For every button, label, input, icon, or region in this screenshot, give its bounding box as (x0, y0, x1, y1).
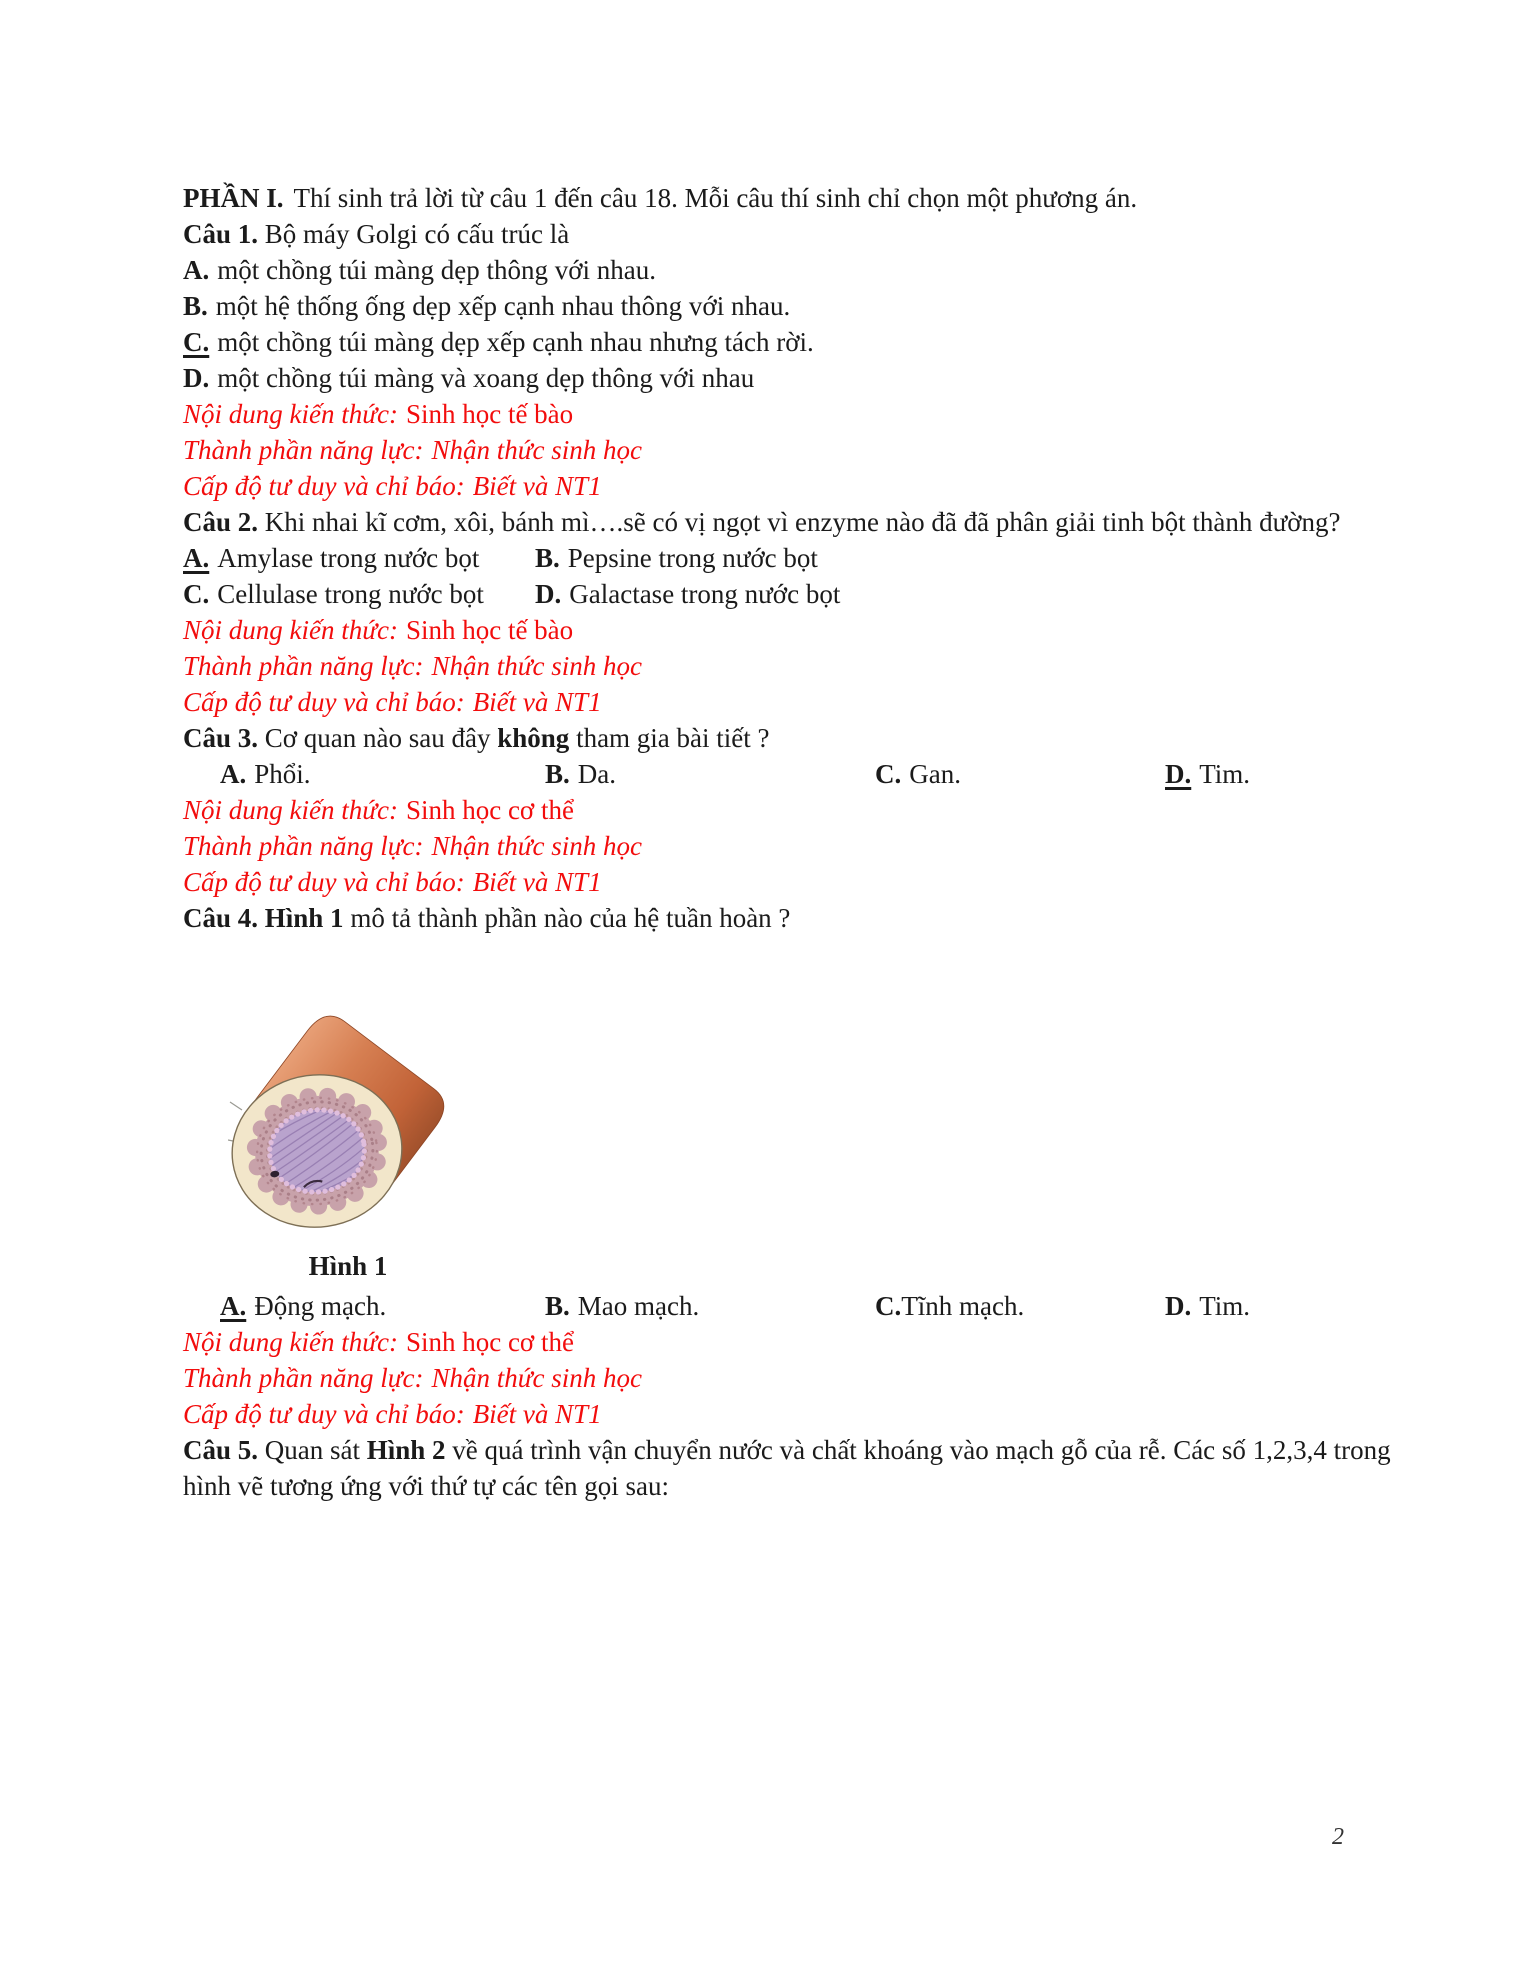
meta-label: Thành phần năng lực: (183, 435, 424, 465)
option-letter: D. (535, 579, 562, 609)
question-4-option-c (875, 1288, 1165, 1324)
meta-value: Biết và NT1 (472, 867, 602, 897)
option-text: một chồng túi màng dẹp xếp cạnh nhau nhưng tách rời. (217, 327, 814, 357)
question-1-option-d (183, 360, 1398, 396)
page-content (183, 180, 1398, 1504)
question-4-label: Câu 4. (183, 903, 259, 933)
artery-cross-section-image (228, 994, 458, 1234)
question-3-emphasis: không (497, 723, 570, 753)
meta-value: Nhận thức sinh học (431, 831, 642, 861)
question-2-meta-knowledge (183, 612, 1398, 648)
option-text: Da. (577, 759, 616, 789)
option-letter: D. (183, 363, 210, 393)
question-2-option-b (535, 543, 818, 573)
meta-label: Thành phần năng lực: (183, 651, 424, 681)
option-text: Pepsine trong nước bọt (567, 543, 818, 573)
question-3-option-a (220, 756, 545, 792)
option-letter: D. (1165, 1291, 1192, 1321)
question-5-text: về quá trình vận chuyển nước và chất khoáng vào mạch gỗ của rễ. Các số 1,2,3,4 trong hình vẽ tương ứng với thứ tự các tên gọi sau: (183, 1435, 1391, 1501)
meta-label: Cấp độ tư duy và chỉ báo: (183, 867, 465, 897)
question-4-option-b (545, 1288, 875, 1324)
option-text: Tĩnh mạch. (901, 1291, 1025, 1321)
question-4-meta-level (183, 1396, 1398, 1432)
question-4-meta-knowledge (183, 1324, 1398, 1360)
part-header (183, 180, 1398, 216)
question-4-option-a (220, 1288, 545, 1324)
option-text: một chồng túi màng và xoang dẹp thông với nhau (217, 363, 755, 393)
question-1-meta-knowledge (183, 396, 1398, 432)
question-3-option-b (545, 756, 875, 792)
meta-label: Nội dung kiến thức: (183, 795, 398, 825)
question-1-option-b (183, 288, 1398, 324)
page-number: 2 (1332, 1824, 1344, 1850)
question-1-text: Bộ máy Golgi có cấu trúc là (264, 219, 570, 249)
question-2-option-c (183, 576, 535, 612)
meta-label: Nội dung kiến thức: (183, 1327, 398, 1357)
question-2-label: Câu 2. (183, 507, 259, 537)
question-4-meta-competency (183, 1360, 1398, 1396)
question-2-option-d (535, 579, 840, 609)
question-2-options-row-1 (183, 540, 1398, 576)
meta-value: Sinh học cơ thể (405, 1327, 574, 1357)
option-text: Tim. (1199, 759, 1251, 789)
meta-label: Nội dung kiến thức: (183, 615, 398, 645)
option-text: Galactase trong nước bọt (569, 579, 841, 609)
option-letter-underlined: A. (220, 1291, 247, 1321)
meta-value: Biết và NT1 (472, 471, 602, 501)
option-text: Amylase trong nước bọt (217, 543, 480, 573)
meta-value: Sinh học tế bào (405, 399, 574, 429)
question-3-text: Cơ quan nào sau đây (264, 723, 491, 753)
meta-label: Thành phần năng lực: (183, 831, 424, 861)
question-4-text: mô tả thành phần nào của hệ tuần hoàn ? (350, 903, 791, 933)
question-2-option-a (183, 540, 535, 576)
meta-label: Thành phần năng lực: (183, 1363, 424, 1393)
question-2-meta-level (183, 684, 1398, 720)
meta-value: Sinh học tế bào (405, 615, 574, 645)
option-text: một hệ thống ống dẹp xếp cạnh nhau thông với nhau. (215, 291, 791, 321)
option-letter-underlined: C. (183, 327, 210, 357)
option-letter-underlined: D. (1165, 759, 1192, 789)
meta-value: Nhận thức sinh học (431, 651, 642, 681)
question-1-option-a (183, 252, 1398, 288)
question-4-options-row (183, 1288, 1398, 1324)
option-text: Phổi. (254, 759, 311, 789)
question-1-meta-competency (183, 432, 1398, 468)
question-3-title (183, 720, 1398, 756)
question-4-title (183, 900, 1398, 936)
question-5-text: Quan sát (264, 1435, 360, 1465)
option-letter: A. (183, 255, 210, 285)
question-3-options-row (183, 756, 1398, 792)
question-3-meta-level (183, 864, 1398, 900)
meta-label: Cấp độ tư duy và chỉ báo: (183, 1399, 465, 1429)
part-label: PHẦN I. (183, 183, 284, 213)
question-3-text: tham gia bài tiết ? (576, 723, 770, 753)
option-letter: A. (220, 759, 247, 789)
option-text: một chồng túi màng dẹp thông với nhau. (217, 255, 656, 285)
option-letter: C. (875, 759, 902, 789)
part-text: Thí sinh trả lời từ câu 1 đến câu 18. Mỗi câu thí sinh chỉ chọn một phương án. (293, 183, 1138, 213)
option-letter: C. (183, 579, 210, 609)
question-1-label: Câu 1. (183, 219, 259, 249)
question-2-options-row-2 (183, 576, 1398, 612)
question-1-meta-level (183, 468, 1398, 504)
question-5-title (183, 1432, 1398, 1504)
option-letter: B. (545, 759, 570, 789)
meta-value: Biết và NT1 (472, 1399, 602, 1429)
meta-value: Biết và NT1 (472, 687, 602, 717)
question-3-option-d (1165, 756, 1398, 792)
option-letter: C. (875, 1291, 902, 1321)
meta-label: Cấp độ tư duy và chỉ báo: (183, 687, 465, 717)
meta-value: Nhận thức sinh học (431, 435, 642, 465)
option-text: Gan. (909, 759, 961, 789)
option-letter: B. (545, 1291, 570, 1321)
option-text: Mao mạch. (577, 1291, 700, 1321)
question-2-meta-competency (183, 648, 1398, 684)
question-4-option-d (1165, 1288, 1398, 1324)
option-letter: B. (535, 543, 560, 573)
question-3-option-c (875, 756, 1165, 792)
question-2-text: Khi nhai kĩ cơm, xôi, bánh mì….sẽ có vị ngọt vì enzyme nào đã đã phân giải tinh bột thành đường? (264, 507, 1341, 537)
question-1-title (183, 216, 1398, 252)
figure-1-caption: Hình 1 (308, 1251, 388, 1281)
meta-label: Cấp độ tư duy và chỉ báo: (183, 471, 465, 501)
question-3-meta-competency (183, 828, 1398, 864)
option-text: Tim. (1199, 1291, 1251, 1321)
question-5-label: Câu 5. (183, 1435, 259, 1465)
question-5-figure-ref: Hình 2 (366, 1435, 446, 1465)
option-letter-underlined: A. (183, 543, 210, 573)
option-letter: B. (183, 291, 208, 321)
question-2-title (183, 504, 1398, 540)
question-3-meta-knowledge (183, 792, 1398, 828)
figure-1 (228, 994, 458, 1234)
question-3-label: Câu 3. (183, 723, 259, 753)
meta-value: Nhận thức sinh học (431, 1363, 642, 1393)
question-1-option-c (183, 324, 1398, 360)
meta-label: Nội dung kiến thức: (183, 399, 398, 429)
option-text: Động mạch. (254, 1291, 387, 1321)
question-4-figure-ref: Hình 1 (264, 903, 344, 933)
meta-value: Sinh học cơ thể (405, 795, 574, 825)
option-text: Cellulase trong nước bọt (217, 579, 484, 609)
